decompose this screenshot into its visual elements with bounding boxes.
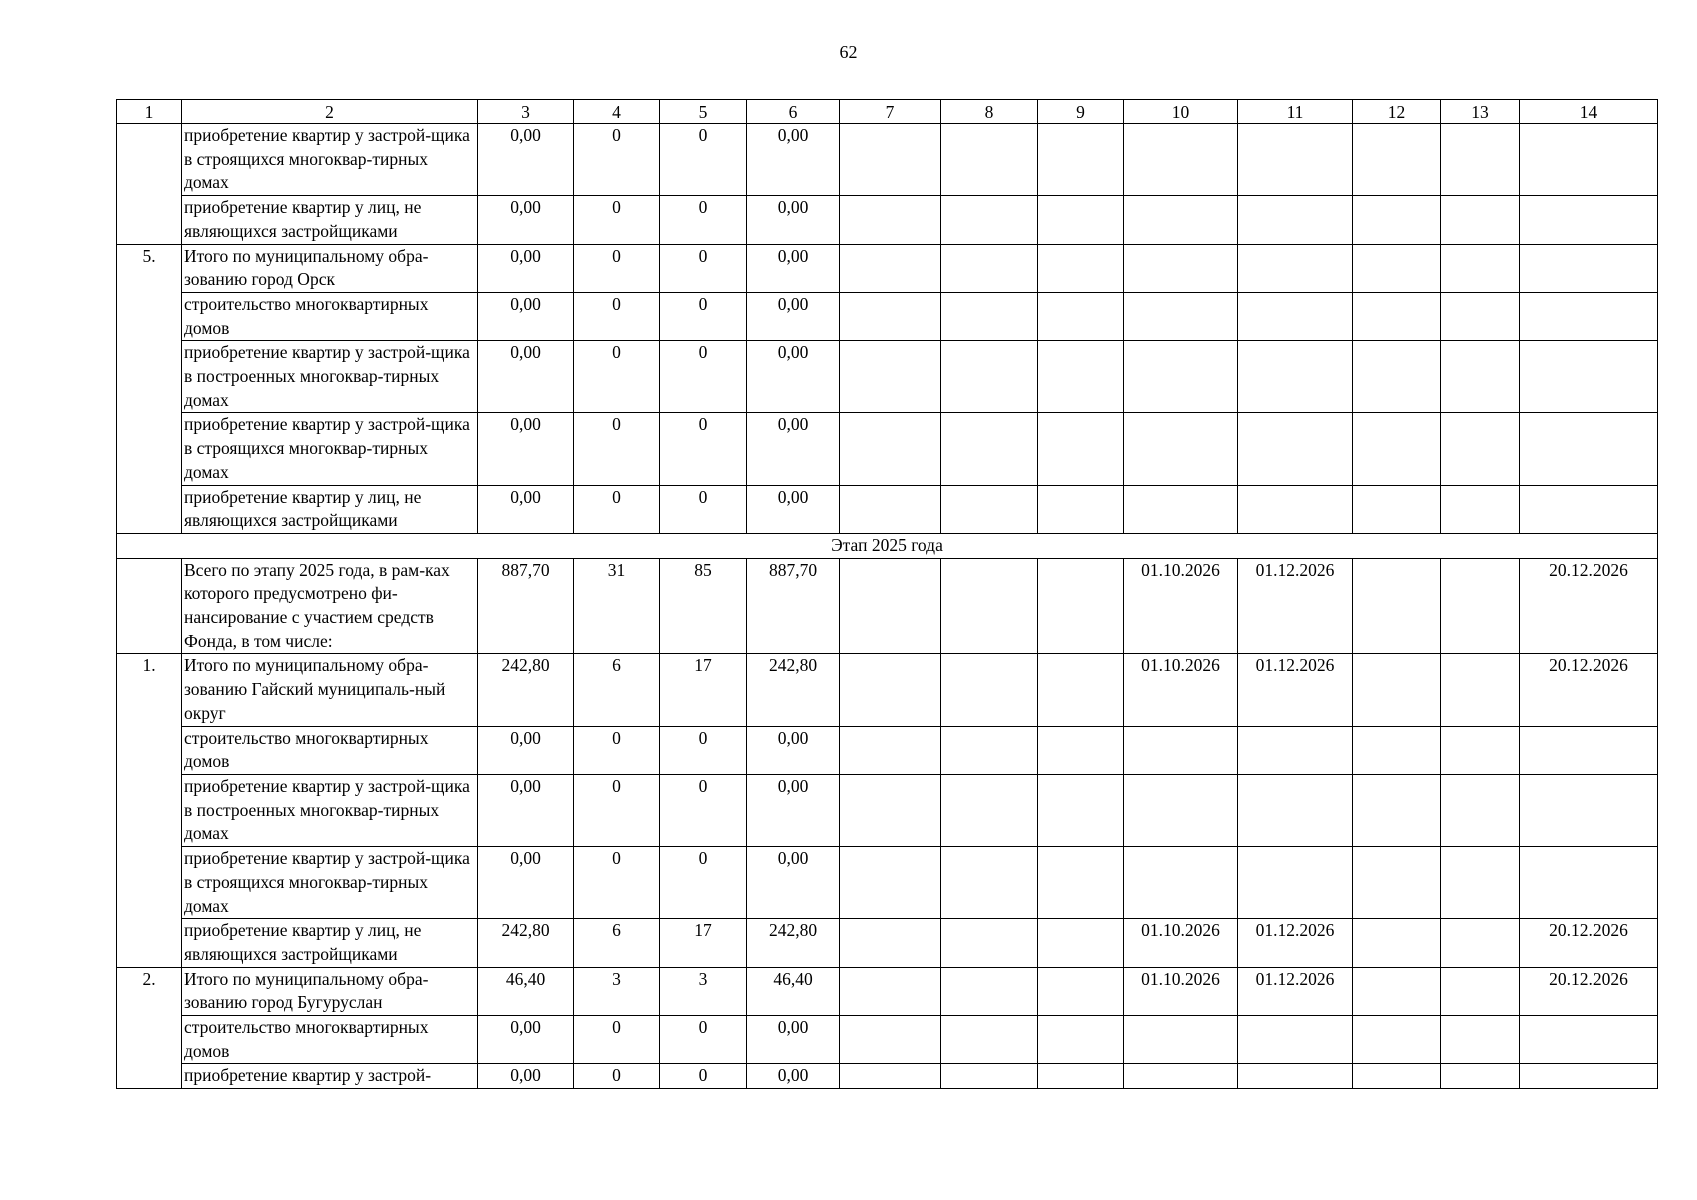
date-cell xyxy=(1520,124,1658,196)
row-number-cell: 1. xyxy=(117,654,182,967)
row-number-cell: 5. xyxy=(117,244,182,533)
empty-cell xyxy=(840,654,941,726)
cost-cell: 0,00 xyxy=(478,1064,574,1089)
cost-cell: 0,00 xyxy=(747,485,840,533)
row-name-cell: Итого по муниципальному обра-зованию город Бугуруслан xyxy=(182,967,478,1015)
empty-cell xyxy=(1353,341,1441,413)
empty-cell xyxy=(1038,654,1124,726)
empty-cell xyxy=(840,292,941,340)
row-number-cell xyxy=(117,124,182,245)
count-cell: 0 xyxy=(574,124,660,196)
empty-cell xyxy=(1038,124,1124,196)
data-table xyxy=(116,99,1658,1089)
date-cell xyxy=(1238,196,1353,244)
count-cell: 3 xyxy=(574,967,660,1015)
table-row xyxy=(117,413,1658,485)
empty-cell xyxy=(840,1064,941,1089)
date-cell: 01.10.2026 xyxy=(1124,654,1238,726)
empty-cell xyxy=(840,413,941,485)
stage-title: Этап 2025 года xyxy=(117,533,1658,558)
row-name-cell: приобретение квартир у лиц, не являющихся застройщиками xyxy=(182,196,478,244)
count-cell: 0 xyxy=(574,196,660,244)
cost-cell: 0,00 xyxy=(747,847,840,919)
empty-cell xyxy=(941,847,1038,919)
count-cell: 0 xyxy=(574,847,660,919)
empty-cell xyxy=(1353,726,1441,774)
cost-cell: 0,00 xyxy=(478,196,574,244)
empty-cell xyxy=(1441,413,1520,485)
date-cell xyxy=(1238,124,1353,196)
empty-cell xyxy=(1038,196,1124,244)
empty-cell xyxy=(1441,124,1520,196)
empty-cell xyxy=(840,485,941,533)
count-cell: 0 xyxy=(574,1016,660,1064)
date-cell xyxy=(1520,413,1658,485)
count-cell: 0 xyxy=(574,726,660,774)
count-cell: 0 xyxy=(574,774,660,846)
cost-cell: 0,00 xyxy=(747,774,840,846)
date-cell xyxy=(1124,124,1238,196)
empty-cell xyxy=(1353,196,1441,244)
date-cell xyxy=(1238,341,1353,413)
row-name-cell: приобретение квартир у застрой- xyxy=(182,1064,478,1089)
cost-cell: 0,00 xyxy=(478,485,574,533)
empty-cell xyxy=(1441,485,1520,533)
row-name-cell: строительство многоквартирных домов xyxy=(182,292,478,340)
date-cell: 20.12.2026 xyxy=(1520,967,1658,1015)
column-header: 6 xyxy=(747,100,840,124)
empty-cell xyxy=(1353,244,1441,292)
cost-cell: 0,00 xyxy=(747,413,840,485)
table-row xyxy=(117,341,1658,413)
date-cell xyxy=(1520,196,1658,244)
date-cell xyxy=(1520,1016,1658,1064)
count-cell: 0 xyxy=(660,341,747,413)
date-cell xyxy=(1520,847,1658,919)
column-header: 1 xyxy=(117,100,182,124)
empty-cell xyxy=(1441,654,1520,726)
empty-cell xyxy=(1441,847,1520,919)
empty-cell xyxy=(840,774,941,846)
empty-cell xyxy=(1038,847,1124,919)
empty-cell xyxy=(1441,1016,1520,1064)
empty-cell xyxy=(1038,292,1124,340)
date-cell xyxy=(1238,485,1353,533)
row-name-cell: приобретение квартир у застрой-щика в строящихся многоквар-тирных домах xyxy=(182,124,478,196)
table-row xyxy=(117,726,1658,774)
count-cell: 0 xyxy=(574,413,660,485)
row-name-cell: приобретение квартир у лиц, не являющихся застройщиками xyxy=(182,919,478,967)
empty-cell xyxy=(1038,244,1124,292)
count-cell: 3 xyxy=(660,967,747,1015)
count-cell: 0 xyxy=(574,244,660,292)
date-cell xyxy=(1124,341,1238,413)
column-header: 14 xyxy=(1520,100,1658,124)
empty-cell xyxy=(941,774,1038,846)
cost-cell: 0,00 xyxy=(478,124,574,196)
date-cell xyxy=(1124,485,1238,533)
empty-cell xyxy=(1441,1064,1520,1089)
date-cell xyxy=(1238,726,1353,774)
empty-cell xyxy=(941,341,1038,413)
date-cell: 01.12.2026 xyxy=(1238,654,1353,726)
date-cell xyxy=(1520,774,1658,846)
stage-row xyxy=(117,533,1658,558)
empty-cell xyxy=(1441,967,1520,1015)
row-name-cell: Всего по этапу 2025 года, в рам-ках которого предусмотрено фи-нансирование с участием средств Фонда, в том числе: xyxy=(182,558,478,654)
date-cell: 01.10.2026 xyxy=(1124,558,1238,654)
empty-cell xyxy=(1038,341,1124,413)
empty-cell xyxy=(840,967,941,1015)
count-cell: 0 xyxy=(660,726,747,774)
column-header: 10 xyxy=(1124,100,1238,124)
row-name-cell: строительство многоквартирных домов xyxy=(182,1016,478,1064)
empty-cell xyxy=(1038,558,1124,654)
count-cell: 0 xyxy=(660,413,747,485)
cost-cell: 0,00 xyxy=(478,726,574,774)
count-cell: 0 xyxy=(660,1064,747,1089)
column-header: 12 xyxy=(1353,100,1441,124)
table-row xyxy=(117,244,1658,292)
empty-cell xyxy=(1353,967,1441,1015)
column-header: 5 xyxy=(660,100,747,124)
count-cell: 6 xyxy=(574,654,660,726)
row-name-cell: Итого по муниципальному обра-зованию город Орск xyxy=(182,244,478,292)
table-row xyxy=(117,774,1658,846)
date-cell xyxy=(1124,244,1238,292)
table-row xyxy=(117,654,1658,726)
cost-cell: 46,40 xyxy=(478,967,574,1015)
count-cell: 0 xyxy=(574,292,660,340)
row-name-cell: приобретение квартир у застрой-щика в строящихся многоквар-тирных домах xyxy=(182,413,478,485)
table-row xyxy=(117,485,1658,533)
cost-cell: 0,00 xyxy=(478,774,574,846)
empty-cell xyxy=(1353,485,1441,533)
row-name-cell: приобретение квартир у застрой-щика в строящихся многоквар-тирных домах xyxy=(182,847,478,919)
row-name-cell: приобретение квартир у застрой-щика в построенных многоквар-тирных домах xyxy=(182,341,478,413)
date-cell: 20.12.2026 xyxy=(1520,654,1658,726)
column-header: 9 xyxy=(1038,100,1124,124)
count-cell: 0 xyxy=(660,292,747,340)
count-cell: 17 xyxy=(660,654,747,726)
empty-cell xyxy=(941,124,1038,196)
cost-cell: 0,00 xyxy=(747,1064,840,1089)
cost-cell: 242,80 xyxy=(478,654,574,726)
date-cell xyxy=(1124,726,1238,774)
cost-cell: 242,80 xyxy=(747,654,840,726)
cost-cell: 0,00 xyxy=(747,726,840,774)
empty-cell xyxy=(840,244,941,292)
column-number-header xyxy=(117,100,1658,124)
empty-cell xyxy=(941,1016,1038,1064)
column-header: 3 xyxy=(478,100,574,124)
empty-cell xyxy=(1353,774,1441,846)
date-cell xyxy=(1124,1016,1238,1064)
cost-cell: 0,00 xyxy=(478,1016,574,1064)
empty-cell xyxy=(941,1064,1038,1089)
empty-cell xyxy=(941,919,1038,967)
count-cell: 0 xyxy=(574,341,660,413)
date-cell xyxy=(1238,292,1353,340)
empty-cell xyxy=(840,196,941,244)
empty-cell xyxy=(1441,341,1520,413)
cost-cell: 0,00 xyxy=(478,292,574,340)
empty-cell xyxy=(840,1016,941,1064)
cost-cell: 0,00 xyxy=(478,341,574,413)
cost-cell: 0,00 xyxy=(747,196,840,244)
date-cell xyxy=(1520,1064,1658,1089)
empty-cell xyxy=(840,124,941,196)
row-name-cell: приобретение квартир у застрой-щика в построенных многоквар-тирных домах xyxy=(182,774,478,846)
count-cell: 0 xyxy=(660,847,747,919)
table-row xyxy=(117,196,1658,244)
date-cell xyxy=(1520,726,1658,774)
empty-cell xyxy=(1038,485,1124,533)
date-cell xyxy=(1124,847,1238,919)
cost-cell: 242,80 xyxy=(747,919,840,967)
empty-cell xyxy=(1353,413,1441,485)
cost-cell: 887,70 xyxy=(478,558,574,654)
date-cell xyxy=(1520,244,1658,292)
count-cell: 17 xyxy=(660,919,747,967)
column-header: 7 xyxy=(840,100,941,124)
cost-cell: 0,00 xyxy=(747,341,840,413)
count-cell: 0 xyxy=(660,244,747,292)
cost-cell: 242,80 xyxy=(478,919,574,967)
table-row xyxy=(117,124,1658,196)
empty-cell xyxy=(1441,244,1520,292)
date-cell xyxy=(1238,774,1353,846)
empty-cell xyxy=(1038,967,1124,1015)
table-row xyxy=(117,1016,1658,1064)
empty-cell xyxy=(1038,413,1124,485)
empty-cell xyxy=(1353,847,1441,919)
empty-cell xyxy=(1353,124,1441,196)
empty-cell xyxy=(1038,726,1124,774)
empty-cell xyxy=(941,485,1038,533)
cost-cell: 0,00 xyxy=(478,847,574,919)
row-name-cell: Итого по муниципальному обра-зованию Гайский муниципаль-ный округ xyxy=(182,654,478,726)
date-cell xyxy=(1520,485,1658,533)
page-number: 62 xyxy=(839,42,858,62)
empty-cell xyxy=(941,413,1038,485)
date-cell xyxy=(1124,413,1238,485)
table-row xyxy=(117,919,1658,967)
empty-cell xyxy=(1038,1064,1124,1089)
count-cell: 0 xyxy=(660,124,747,196)
cost-cell: 0,00 xyxy=(747,124,840,196)
table-row xyxy=(117,1064,1658,1089)
empty-cell xyxy=(941,558,1038,654)
table-row xyxy=(117,292,1658,340)
empty-cell xyxy=(840,341,941,413)
count-cell: 0 xyxy=(660,1016,747,1064)
cost-cell: 46,40 xyxy=(747,967,840,1015)
empty-cell xyxy=(941,292,1038,340)
row-number-cell: 2. xyxy=(117,967,182,1089)
empty-cell xyxy=(1441,292,1520,340)
column-header: 8 xyxy=(941,100,1038,124)
date-cell: 01.10.2026 xyxy=(1124,967,1238,1015)
date-cell xyxy=(1238,244,1353,292)
date-cell: 20.12.2026 xyxy=(1520,558,1658,654)
date-cell xyxy=(1520,341,1658,413)
empty-cell xyxy=(840,847,941,919)
empty-cell xyxy=(840,919,941,967)
empty-cell xyxy=(840,558,941,654)
cost-cell: 887,70 xyxy=(747,558,840,654)
count-cell: 0 xyxy=(574,1064,660,1089)
empty-cell xyxy=(941,244,1038,292)
row-number-cell xyxy=(117,558,182,654)
empty-cell xyxy=(1353,558,1441,654)
empty-cell xyxy=(840,726,941,774)
table-row xyxy=(117,558,1658,654)
date-cell xyxy=(1238,1016,1353,1064)
column-header: 2 xyxy=(182,100,478,124)
empty-cell xyxy=(1353,654,1441,726)
count-cell: 0 xyxy=(660,485,747,533)
date-cell: 01.10.2026 xyxy=(1124,919,1238,967)
date-cell xyxy=(1238,413,1353,485)
date-cell xyxy=(1124,292,1238,340)
empty-cell xyxy=(1441,196,1520,244)
cost-cell: 0,00 xyxy=(478,413,574,485)
date-cell xyxy=(1124,1064,1238,1089)
date-cell xyxy=(1238,1064,1353,1089)
empty-cell xyxy=(941,654,1038,726)
date-cell xyxy=(1124,196,1238,244)
date-cell xyxy=(1238,847,1353,919)
column-header: 11 xyxy=(1238,100,1353,124)
count-cell: 31 xyxy=(574,558,660,654)
empty-cell xyxy=(941,967,1038,1015)
table-row xyxy=(117,847,1658,919)
count-cell: 0 xyxy=(574,485,660,533)
empty-cell xyxy=(941,726,1038,774)
date-cell: 01.12.2026 xyxy=(1238,919,1353,967)
date-cell xyxy=(1520,292,1658,340)
empty-cell xyxy=(1353,292,1441,340)
count-cell: 85 xyxy=(660,558,747,654)
date-cell xyxy=(1124,774,1238,846)
empty-cell xyxy=(1441,919,1520,967)
cost-cell: 0,00 xyxy=(478,244,574,292)
date-cell: 01.12.2026 xyxy=(1238,558,1353,654)
date-cell: 20.12.2026 xyxy=(1520,919,1658,967)
column-header: 4 xyxy=(574,100,660,124)
empty-cell xyxy=(1038,774,1124,846)
table-row xyxy=(117,967,1658,1015)
date-cell: 01.12.2026 xyxy=(1238,967,1353,1015)
empty-cell xyxy=(1038,919,1124,967)
column-header: 13 xyxy=(1441,100,1520,124)
count-cell: 0 xyxy=(660,196,747,244)
empty-cell xyxy=(1353,1064,1441,1089)
cost-cell: 0,00 xyxy=(747,244,840,292)
empty-cell xyxy=(1441,726,1520,774)
cost-cell: 0,00 xyxy=(747,292,840,340)
row-name-cell: приобретение квартир у лиц, не являющихся застройщиками xyxy=(182,485,478,533)
count-cell: 6 xyxy=(574,919,660,967)
empty-cell xyxy=(1441,774,1520,846)
empty-cell xyxy=(941,196,1038,244)
empty-cell xyxy=(1353,919,1441,967)
empty-cell xyxy=(1038,1016,1124,1064)
count-cell: 0 xyxy=(660,774,747,846)
empty-cell xyxy=(1441,558,1520,654)
row-name-cell: строительство многоквартирных домов xyxy=(182,726,478,774)
cost-cell: 0,00 xyxy=(747,1016,840,1064)
empty-cell xyxy=(1353,1016,1441,1064)
